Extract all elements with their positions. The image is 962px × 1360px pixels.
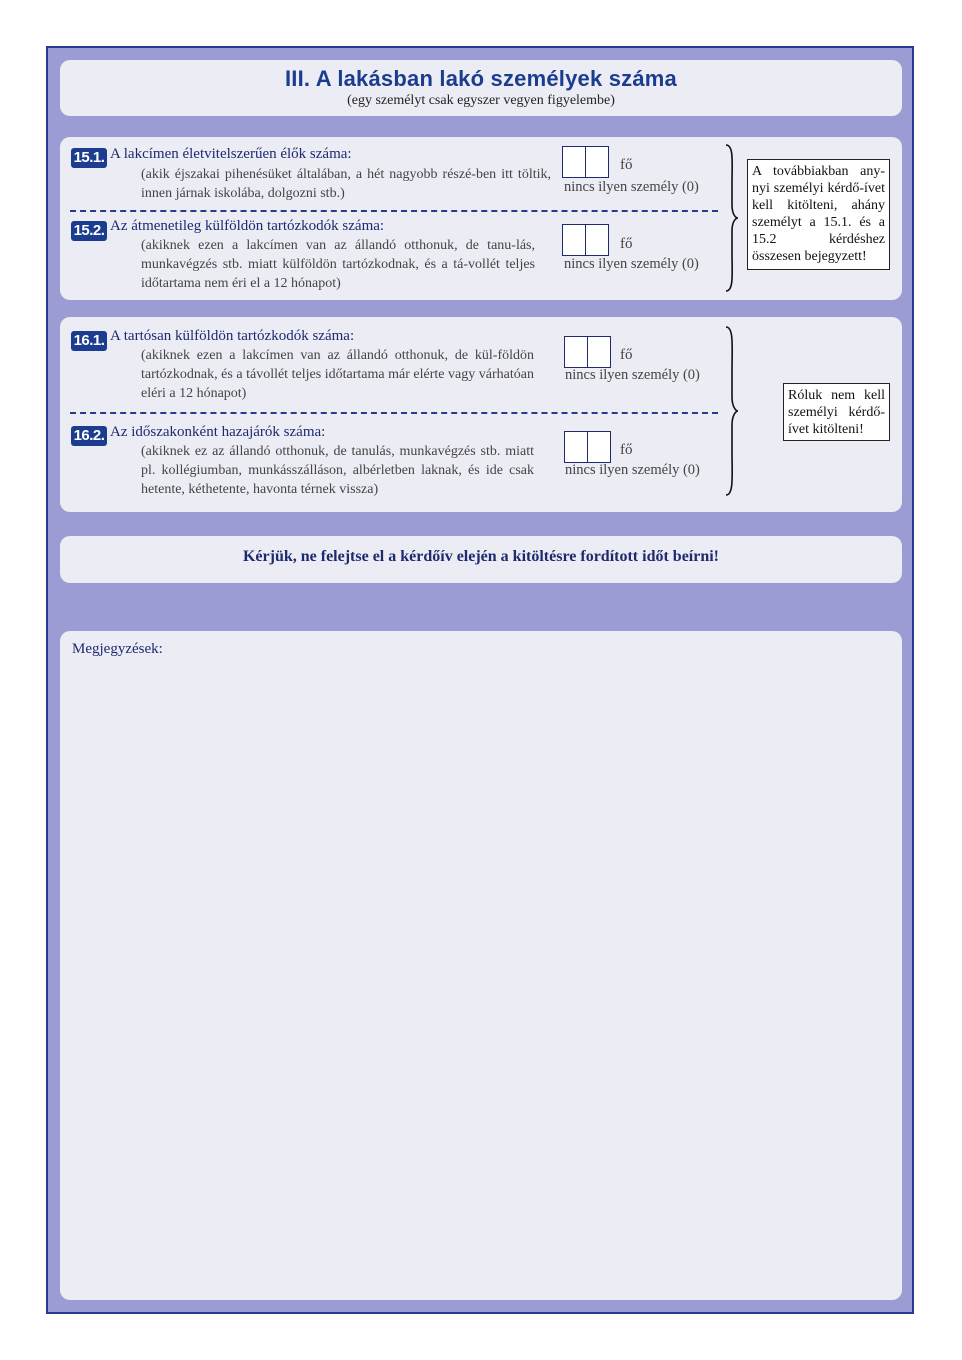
question-title-16-1: A tartósan külföldön tartózkodók száma: xyxy=(110,328,355,344)
none-option-15-2[interactable]: nincs ilyen személy (0) xyxy=(564,256,699,272)
dashed-divider xyxy=(70,412,718,414)
question-desc-15-2: (akiknek ezen a lakcímen van az állandó otthonuk, de tanu-lás, munkavégzés stb. miatt külföldön tartózkodnak, és a tá-vollét teljes időtartama nem éri el a 12 hónapot) xyxy=(141,238,535,291)
count-input-15-2[interactable] xyxy=(562,224,609,256)
brace-icon xyxy=(724,143,740,293)
section-title: III. A lakásban lakó személyek száma xyxy=(284,66,677,91)
digit-box[interactable] xyxy=(588,336,611,368)
digit-box[interactable] xyxy=(586,146,609,178)
none-option-16-2[interactable]: nincs ilyen személy (0) xyxy=(565,462,700,478)
question-desc-16-2: (akiknek ez az állandó otthonuk, de tanulás, munkavégzés stb. miatt pl. kollégiumban, munkásszálláson, albérletben laknak, és ide csak hetente, kéthetente, havonta térnek vissza) xyxy=(141,444,534,497)
question-group-15 xyxy=(60,137,902,300)
question-group-16 xyxy=(60,317,902,512)
digit-box[interactable] xyxy=(564,336,588,368)
question-number-15-1: 15.1. xyxy=(71,148,107,168)
unit-label: fő xyxy=(620,347,633,363)
none-option-15-1[interactable]: nincs ilyen személy (0) xyxy=(564,179,699,195)
digit-box[interactable] xyxy=(562,146,586,178)
question-number-16-2: 16.2. xyxy=(71,426,107,446)
count-input-16-2[interactable] xyxy=(564,431,611,463)
notes-area[interactable] xyxy=(60,631,902,1300)
question-number-16-1: 16.1. xyxy=(71,331,107,351)
side-note-16: Róluk nem kell személyi kérdő-ívet kitölteni! xyxy=(783,383,890,441)
count-input-15-1[interactable] xyxy=(562,146,609,178)
brace-icon xyxy=(724,325,740,497)
digit-box[interactable] xyxy=(586,224,609,256)
unit-label: fő xyxy=(620,236,633,252)
unit-label: fő xyxy=(620,442,633,458)
digit-box[interactable] xyxy=(562,224,586,256)
question-title-16-2: Az időszakonként hazajárók száma: xyxy=(110,424,326,440)
section-header xyxy=(60,60,902,116)
reminder-panel xyxy=(60,536,902,583)
question-title-15-1: A lakcímen életvitelszerűen élők száma: xyxy=(110,146,352,162)
side-note-15: A továbbiakban any-nyi személyi kérdő-ívet kell kitölteni, ahány személyt a 15.1. és a 15.2 kérdéshez összesen bejegyzett! xyxy=(747,159,890,270)
question-desc-15-1: (akik éjszakai pihenésüket általában, a hét nagyobb részé-ben itt töltik, innen járnak iskolába, dolgozni stb.) xyxy=(141,167,551,201)
count-input-16-1[interactable] xyxy=(564,336,611,368)
none-option-16-1[interactable]: nincs ilyen személy (0) xyxy=(565,367,700,383)
digit-box[interactable] xyxy=(588,431,611,463)
section-subtitle: (egy személyt csak egyszer vegyen figyelembe) xyxy=(347,93,615,108)
reminder-text: Kérjük, ne felejtse el a kérdőív elején a kitöltésre fordított időt beírni! xyxy=(242,548,720,565)
digit-box[interactable] xyxy=(564,431,588,463)
question-desc-16-1: (akiknek ezen a lakcímen van az állandó otthonuk, de kül-földön tartózkodnak, és a távollét teljes időtartama már elérte vagy várhatóan eléri a 12 hónapot) xyxy=(141,348,534,401)
question-title-15-2: Az átmenetileg külföldön tartózkodók száma: xyxy=(110,218,385,234)
unit-label: fő xyxy=(620,157,633,173)
question-number-15-2: 15.2. xyxy=(71,221,107,241)
notes-label: Megjegyzések: xyxy=(72,641,163,657)
dashed-divider xyxy=(70,210,718,212)
